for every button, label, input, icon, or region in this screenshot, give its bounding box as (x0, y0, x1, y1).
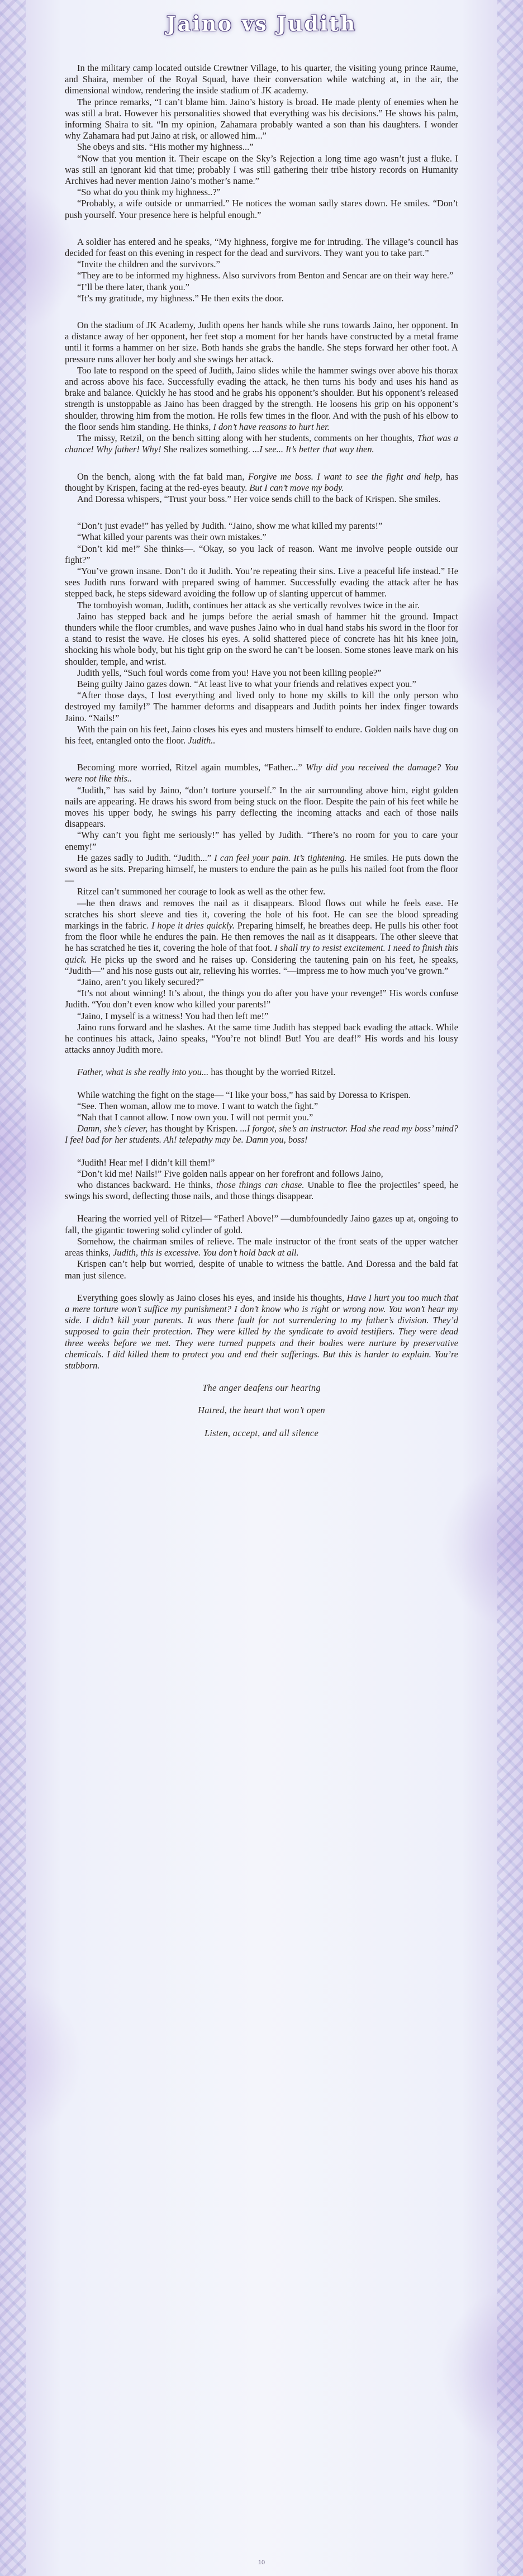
paragraph (65, 898, 458, 977)
paragraph-text: Jaino runs forward and he slashes. At the same time Judith has stepped back evading the attack. While he continues his attack, Jaino speaks, “You’re not blind! But! You are deaf!” His words and his lousy attacks annoy Judith more. (65, 1021, 458, 1055)
paragraph (65, 494, 458, 505)
paragraph-spacer (65, 1055, 458, 1067)
paragraph-text: The missy, Retzil, on the bench sitting along with her students, comments on her thoughts, (77, 433, 417, 444)
paragraph-text: “Probably, a wife outside or unmarried.” He notices the woman sadly stares down. He smiles. “Don’t push yourself. Your presence here is helpful enough.” (65, 198, 458, 220)
paragraph (65, 611, 458, 667)
italic-thought: Father, what is she really into you... (77, 1067, 209, 1078)
paragraph (65, 153, 458, 187)
paragraph (65, 724, 458, 746)
verse-line: Hatred, the heart that won’t open (198, 1405, 325, 1416)
paragraph-spacer (65, 456, 458, 471)
paragraph (65, 1067, 458, 1078)
decorative-border-left (0, 0, 26, 2576)
paragraph (65, 762, 458, 784)
paragraph-text: “It’s my gratitude, my highness.” He then exits the door. (77, 292, 284, 304)
paragraph-text: “Jaino, I myself is a witness! You had then left me!” (77, 1010, 269, 1021)
paragraph (65, 1022, 458, 1056)
paragraph (65, 988, 458, 1010)
paragraph (65, 1101, 458, 1112)
paragraph-text: “Don’t kid me! Nails!” Five golden nails appear on her forefront and follows Jaino, (77, 1168, 383, 1179)
paragraph (65, 259, 458, 270)
paragraph-text: Being guilty Jaino gazes down. “At least live to what your friends and relatives expect you.” (77, 678, 416, 689)
paragraph (65, 785, 458, 830)
paragraph-text: Too late to respond on the speed of Judith, Jaino slides while the hammer swings over above his thorax and across above his face. Successfully evading the attack, he then turns his body and uses his hand as brake and balance. Quickly he has stood and he grabs his opponent’s shoulder. But his opponent’s released strength is unstoppable as Jaino has been dragged by the strength. He loosens his grip on his opponent’s shoulder, throwing him from the motion. He rolls few times in the floor. And with the push of his elbow to the floor sends him standing. He thinks, (65, 364, 458, 432)
italic-thought: Why did you received the damage? You were not like this.. (65, 762, 459, 784)
paragraph (65, 1213, 458, 1235)
paragraph-text: He gazes sadly to Judith. “Judith...” (77, 852, 215, 863)
paragraph-text: She realizes something. (161, 444, 253, 455)
paragraph-text: Unable to flee the projectiles’ speed, he swings his sword, deflecting those nails, and those things disappear. (65, 1180, 459, 1202)
paragraph-text: “Why can’t you fight me seriously!” has yelled by Judith. “There’s no room for you to care your enemy!” (65, 830, 458, 852)
title-bar (0, 12, 523, 36)
paragraph (65, 293, 458, 304)
italic-thought: But I can’t move my body. (249, 482, 344, 493)
paragraph-text: “They are to be informed my highness. Also survivors from Benton and Sencar are on their way here.” (77, 270, 454, 281)
paragraph (65, 543, 458, 566)
paragraph (65, 1292, 458, 1371)
paragraph-text: “You’ve grown insane. Don’t do it Judith. You’re repeating their sins. Live a peaceful life instead.” He sees Judith runs forward with prepared swing of hammer. Successfully evading the attack after he has stepped back, he steps sideward avoiding the follow up of slanting uppercut of hammer. (65, 565, 458, 599)
verse-line: Listen, accept, and all silence (204, 1427, 319, 1438)
paragraph-text: “Don’t kid me!” She thinks—. “Okay, so you lack of reason. Want me involve people outside our fight?” (65, 543, 458, 565)
paragraph (65, 198, 458, 220)
paragraph-text: has thought by the worried Ritzel. (208, 1067, 336, 1078)
paragraph (65, 1011, 458, 1022)
paragraph-text: On the stadium of JK Academy, Judith opens her hands while she runs towards Jaino, her opponent. In a distance away of her opponent, her feet stop a moment for her hands have constructed by a metal frame until it forms a hammer on her size. Both hands she grabs the handle. She steps forward her other foot. A pressure runs allover her body and she swings her attack. (65, 320, 458, 364)
paragraph-spacer (65, 746, 458, 762)
paragraph-text: “Nah that I cannot allow. I now own you. I will not permit you.” (77, 1112, 313, 1123)
page-title: Jaino vs Judith (166, 12, 357, 36)
italic-thought: Forgive me boss. I want to see the fight and help, (248, 471, 443, 482)
paragraph-text: Somehow, the chairman smiles of relieve. The male instructor of the front seats of the upper watcher areas thinks, (65, 1235, 458, 1258)
italic-thought: Judith, this is excessive. You don’t hold back at all. (113, 1247, 299, 1258)
story-text (65, 63, 458, 1439)
paragraph (65, 141, 458, 153)
paragraph-text: “After those days, I lost everything and lived only to hone my skills to kill the only person who destroyed my family!” The hammer deforms and disappears and Judith points her index finger towards Jaino. “Nails!” (65, 690, 458, 723)
italic-thought: Have I hurt you too much that a mere torture won’t suffice my punishment? I don’t know who is right or wrong now. You won’t hear my side. I didn’t kill your parents. It was there fault for not surrendering to my father’s division. They’d supposed to gain their protection. They were killed by the syndicate to avoid testifiers. They were dead three weeks before we met. They were turned puppets and their bodies were nurture by preservative chemicals. I did killed them to protect you and end their sufferings. But this is harder to explain. You’re stubborn. (65, 1292, 459, 1371)
paragraph-spacer (65, 1281, 458, 1292)
paragraph-text: “Invite the children and the survivors.” (77, 259, 220, 270)
paragraph-text: She obeys and sits. “His mother my highness...” (77, 141, 254, 153)
paragraph-text: “What killed your parents was their own mistakes.” (77, 532, 267, 543)
paragraph (65, 520, 458, 532)
paragraph (65, 830, 458, 852)
paragraph-spacer (65, 505, 458, 520)
paragraph (65, 690, 458, 724)
paragraph-text: Preparing himself, he breathes deep. He pulls his other foot from the floor while he endures the pain. He then removes the nail as it disappears. The other sleeve that he has scratched he ties it, covering the hole of that foot. (65, 920, 458, 954)
paragraph (65, 886, 458, 897)
paragraph (65, 667, 458, 679)
paragraph-text: has thought by Krispen, facing at the red-eyes beauty. (65, 471, 459, 493)
paragraph (65, 1112, 458, 1123)
paragraph-text: Hearing the worried yell of Ritzel— “Father! Above!” —dumbfoundedly Jaino gazes up at, ongoing to fall, the gigantic towering solid cylinder of gold. (65, 1213, 458, 1235)
paragraph-spacer (65, 1202, 458, 1213)
paragraph-text: He smiles. He puts down the sword as he sits. Preparing himself, he musters to endure the pain as he pulls his nailed foot from the floor— (65, 852, 459, 886)
paragraph (65, 63, 458, 97)
paragraph (65, 1123, 458, 1145)
paragraph-text: Ritzel can’t summoned her courage to look as well as the other few. (77, 886, 326, 897)
italic-thought: those things can chase. (216, 1180, 305, 1191)
paragraph-text: has thought by Krispen. (148, 1123, 240, 1134)
italic-thought: ...I forgot, she’s an instructor. Had she read my boss’ mind? I feel bad for her students. Ah! telepathy may be. Damn you, boss! (65, 1123, 458, 1145)
paragraph-spacer (65, 1146, 458, 1157)
paragraph (65, 1168, 458, 1180)
paragraph-text: “It’s not about winning! It’s about, the things you do after you have your revenge!” His words confuse Judith. “You don’t even know who killed your parents!” (65, 988, 458, 1010)
verse-line: The anger deafens our hearing (202, 1382, 321, 1394)
paragraph-text: “Don’t just evade!” has yelled by Judith. “Jaino, show me what killed my parents!” (77, 520, 383, 532)
paragraph (65, 1180, 458, 1202)
paragraph-text: In the military camp located outside Crewtner Village, to his quarter, the visiting young prince Raume, and Shaira, member of the Royal Squad, have their conversation while watching at, in the air, the dimensional window, rendering the inside stadium of JK academy. (65, 63, 458, 96)
italic-thought: That was a chance! Why father! Why! (65, 433, 458, 455)
paragraph (65, 600, 458, 611)
paragraph-text: On the bench, along with the fat bald man, (77, 471, 249, 482)
paragraph-text: Judith yells, “Such foul words come from you! Have you not been killing people?” (77, 667, 382, 678)
paragraph-text: Jaino has stepped back and he jumps before the aerial smash of hammer hit the ground. Impact thunders while the floor crumbles, and wave pushes Jaino who in dual hand stabs his sword in the floor for a stand to resist the wave. He closes his eyes. A solid shattered piece of concrete has hit his knee join, shocking his whole body, but his tight grip on the sword he can’t be loosen. Some stones leave mark on his shoulder, temple, and wrist. (65, 610, 458, 667)
paragraph (65, 853, 458, 887)
paragraph-text: “Now that you mention it. Their escape on the Sky’s Rejection a long time ago wasn’t just a fluke. I was still an ignorant kid that time; probably I was still gathering their tribe history records on Humanity Archives had never mention Jaino’s mother’s name.” (65, 153, 458, 187)
paragraph (65, 433, 458, 455)
paragraph (65, 1258, 458, 1281)
paragraph-spacer (65, 1078, 458, 1090)
paragraph (65, 270, 458, 281)
paragraph-text: He picks up the sword and he raises up. Considering the tautening pain on his feet, he speaks, “Judith—” and his nose gusts out air, relieving his worries. “—impress me to how much you’ve grown.” (65, 954, 458, 976)
paragraph-text: “See. Then woman, allow me to move. I want to watch the fight.” (77, 1100, 318, 1111)
paragraph (65, 1236, 458, 1258)
paragraph (65, 471, 458, 494)
paragraph (65, 187, 458, 198)
paragraph (65, 532, 458, 543)
paragraph (65, 236, 458, 259)
italic-thought: Judith.. (188, 735, 216, 746)
italic-thought: Damn, she’s clever, (77, 1123, 148, 1134)
paragraph (65, 566, 458, 600)
paragraph-text: “Judith,” has said by Jaino, “don’t torture yourself.” In the air surrounding above him, eight golden nails are appearing. He draws his sword from being stuck on the floor. Despite the pain of his feet while he moves his upper body, he swings his parry deflecting the incoming attacks and each of those nails disappears. (65, 784, 458, 830)
paragraph-text: Krispen can’t help but worried, despite of unable to witness the battle. And Doressa and the bald fat man just silence. (65, 1258, 458, 1281)
italic-thought: ...I see... It’s better that way then. (252, 444, 374, 455)
italic-thought: I hope it dries quickly. (151, 920, 235, 931)
decorative-border-right (497, 0, 523, 2576)
paragraph-text: Becoming more worried, Ritzel again mumbles, “Father...” (77, 762, 306, 773)
paragraph (65, 365, 458, 433)
paragraph (65, 977, 458, 988)
italic-thought: I can feel your pain. It’s tightening. (214, 852, 347, 863)
paragraph-spacer (65, 304, 458, 320)
paragraph-text: The tomboyish woman, Judith, continues her attack as she vertically revolves twice in the air. (77, 599, 420, 610)
italic-thought: I don’t have reasons to hurt her. (213, 421, 330, 432)
paragraph-text: With the pain on his feet, Jaino closes his eyes and musters himself to endure. Golden nails have dug on his feet, entangled onto the floor. (65, 723, 458, 746)
paragraph (65, 282, 458, 293)
paragraph-text: “Judith! Hear me! I didn’t kill them!” (77, 1157, 215, 1168)
page-number: 10 (258, 2559, 265, 2566)
paragraph-text: And Doressa whispers, “Trust your boss.” Her voice sends chill to the back of Krispen. She smiles. (77, 493, 441, 504)
paragraph-text: While watching the fight on the stage— “I like your boss,” has said by Doressa to Krispen. (77, 1089, 411, 1100)
paragraph (65, 320, 458, 365)
paragraph (65, 679, 458, 690)
paragraph-text: “So what do you think my highness..?” (77, 187, 221, 198)
paragraph-text: “I’ll be there later, thank you.” (77, 281, 189, 292)
paragraph-spacer (65, 221, 458, 236)
paragraph-text: The prince remarks, “I can’t blame him. Jaino’s history is broad. He made plenty of enemies when he was still a brat. However his personalities showed that everything was his decisions.” He shows his palm, informing Shaira to sit. “In my opinion, Zahamara probably wanted a son than his daughters. I wonder why Zahamara had put Jaino at risk, or allowed him...” (65, 96, 458, 141)
paragraph-text: A soldier has entered and he speaks, “My highness, forgive me for intruding. The village’s council has decided for feast on this evening in respect for the dead and survivors. They want you to take part.” (65, 236, 458, 259)
paragraph (65, 1157, 458, 1168)
paragraph-text: “Jaino, aren’t you likely secured?” (77, 977, 204, 988)
paragraph-text: —he then draws and removes the nail as it disappears. Blood flows out while he feels ease. He scratches his short sleeve and ties it, covering the hole of his foot. He can see the blood spreading markings in the fabric. (65, 897, 458, 931)
italic-thought: I shall try to resist excitement. I need to finish this quick. (65, 943, 458, 965)
paragraph-text: who distances backward. He thinks, (77, 1180, 216, 1191)
paragraph-text: Everything goes slowly as Jaino closes his eyes, and inside his thoughts, (77, 1292, 347, 1303)
paragraph (65, 1090, 458, 1101)
paragraph (65, 97, 458, 142)
